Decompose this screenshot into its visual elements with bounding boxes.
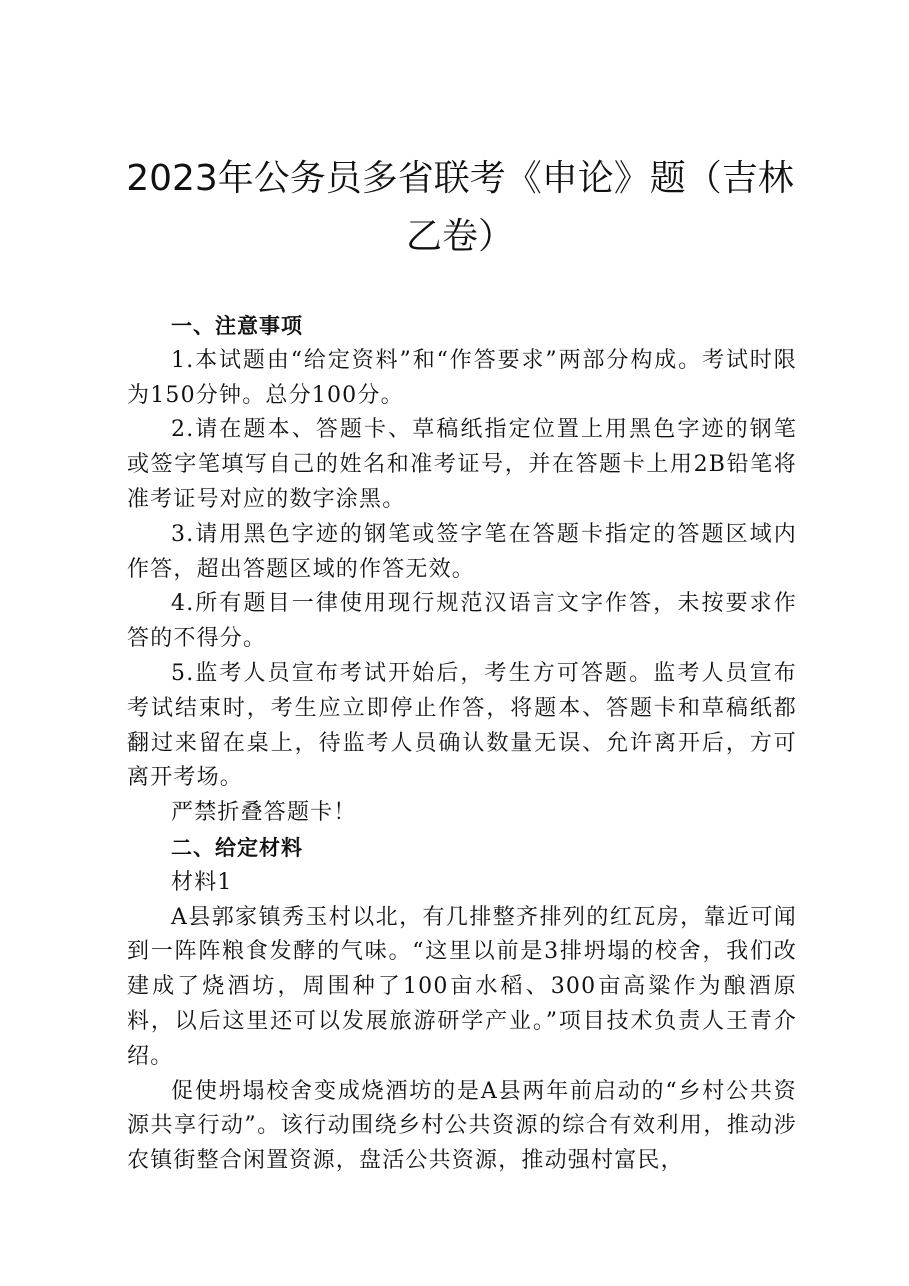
notice-item-5: 5.监考人员宣布考试开始后，考生方可答题。监考人员宣布考试结束时，考生应立即停止作答，将题本、答题卡和草稿纸都翻过来留在桌上，待监考人员确认数量无误、允许离开后，方可离开考场。: [127, 660, 797, 791]
document-title: 2023年公务员多省联考《申论》题（吉林乙卷）: [126, 158, 794, 257]
material-1-label: 材料1: [171, 869, 233, 895]
material-paragraph-2: 促使坍塌校舍变成烧酒坊的是A县两年前启动的“乡村公共资源共享行动”。该行动围绕乡村公共资源的综合有效利用，推动涉农镇街整合闲置资源，盘活公共资源，推动强村富民，: [127, 1078, 797, 1174]
section-heading-materials: 二、给定材料: [171, 835, 303, 860]
notice-item-2: 2.请在题本、答题卡、草稿纸指定位置上用黑色字迹的钢笔或签字笔填写自己的姓名和准考证号，并在答题卡上用2B铅笔将准考证号对应的数字涂黑。: [127, 417, 797, 512]
notice-item-3: 3.请用黑色字迹的钢笔或签字笔在答题卡指定的答题区域内作答，超出答题区域的作答无效。: [127, 521, 797, 582]
material-paragraph-1: A县郭家镇秀玉村以北，有几排整齐排列的红瓦房，靠近可闻到一阵阵粮食发酵的气味。“这里以前是3排坍塌的校舍，我们改建成了烧酒坊，周围种了100亩水稻、300亩高粱作为酿酒原料，以后这里还可以发展旅游研学产业。”项目技术负责人王青介绍。: [127, 904, 797, 1069]
notice-warning: 严禁折叠答题卡！: [171, 800, 357, 826]
notice-item-1: 1.本试题由“给定资料”和“作答要求”两部分构成。考试时限为150分钟。总分100分。: [127, 347, 797, 408]
notice-item-4: 4.所有题目一律使用现行规范汉语言文字作答，未按要求作答的不得分。: [127, 591, 797, 652]
document-body: [127, 309, 797, 1179]
section-heading-notice: 一、注意事项: [171, 314, 303, 338]
